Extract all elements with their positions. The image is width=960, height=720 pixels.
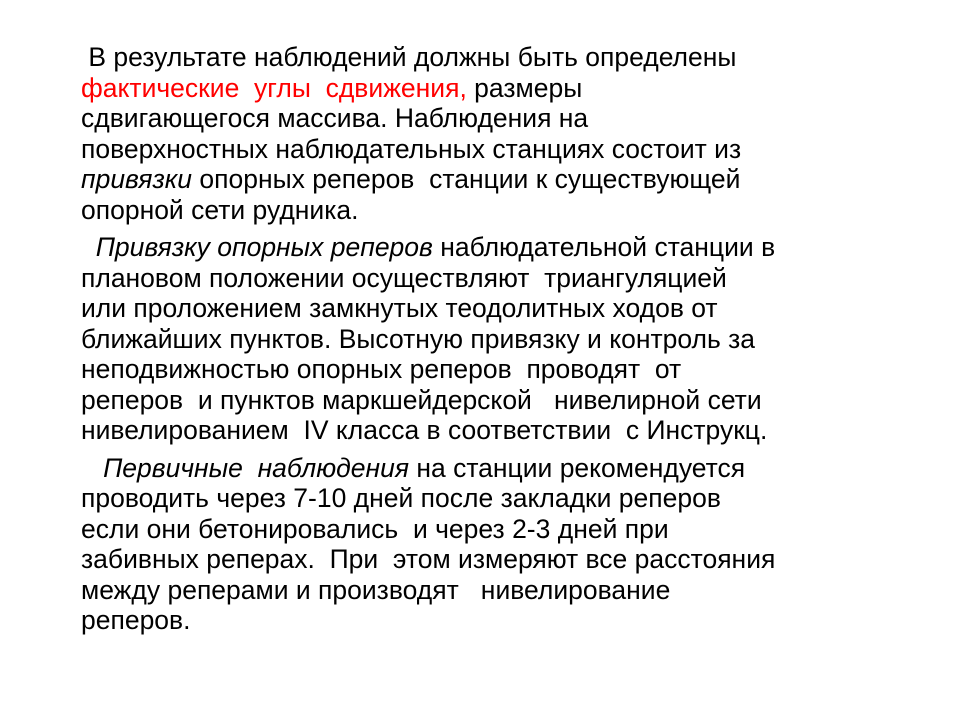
italic-term: Первичные наблюдения xyxy=(103,452,409,483)
text-line xyxy=(81,164,941,195)
text-segment: реперов. xyxy=(81,605,191,635)
text-segment: плановом положении осуществляют триангуляцией xyxy=(81,262,727,293)
text-line xyxy=(81,514,941,545)
text-segment: опорных реперов станции к существующей xyxy=(192,164,741,194)
text-line xyxy=(81,42,941,73)
text-line xyxy=(81,263,941,294)
italic-term: привязки xyxy=(81,164,193,194)
text-segment: нивелированием IV класса в соответствии с Инструкц. xyxy=(81,415,768,445)
text-line xyxy=(81,605,941,636)
text-segment xyxy=(81,453,103,483)
italic-term: Привязку опорных реперов xyxy=(95,232,433,262)
text-line xyxy=(81,453,941,484)
text-line xyxy=(81,324,941,355)
text-line xyxy=(81,354,941,385)
text-line xyxy=(81,483,941,514)
text-segment xyxy=(81,232,96,262)
text-line xyxy=(81,544,941,575)
text-segment: ближайших пунктов. Высотную привязку и контроль за xyxy=(81,323,756,354)
body-text xyxy=(81,42,941,636)
text-segment: на станции рекомендуется xyxy=(408,452,746,483)
text-line xyxy=(81,73,941,104)
text-segment: В результате наблюдений должны быть определены xyxy=(81,42,737,72)
text-segment: проводить через 7-10 дней после закладки реперов xyxy=(81,483,721,513)
text-segment: сдвигающегося массива. Наблюдения на xyxy=(81,103,589,133)
text-line xyxy=(81,232,941,263)
text-line xyxy=(81,134,941,165)
paragraph-1 xyxy=(81,42,941,225)
text-segment: опорной сети рудника. xyxy=(81,194,359,225)
text-line xyxy=(81,385,941,416)
paragraph-2 xyxy=(81,232,941,446)
paragraph-gap xyxy=(81,225,941,232)
text-line xyxy=(81,575,941,606)
highlighted-term: фактические углы сдвижения, xyxy=(81,72,467,103)
text-segment: размеры xyxy=(466,72,583,103)
text-segment: наблюдательной станции в xyxy=(432,232,776,262)
text-line xyxy=(81,103,941,134)
text-line xyxy=(81,415,941,446)
text-segment: или проложением замкнутых теодолитных ходов от xyxy=(81,293,718,323)
text-line xyxy=(81,293,941,324)
paragraph-3 xyxy=(81,453,941,636)
text-segment: забивных реперах. При этом измеряют все расстояния xyxy=(81,544,776,574)
text-segment: если они бетонировались и через 2-3 дней при xyxy=(81,513,669,544)
text-segment: неподвижностью опорных реперов проводят от xyxy=(81,354,682,384)
text-segment: поверхностных наблюдательных станциях состоит из xyxy=(81,133,742,164)
text-segment: между реперами и производят нивелирование xyxy=(81,574,671,605)
text-segment: реперов и пунктов маркшейдерской нивелирной сети xyxy=(81,384,762,415)
paragraph-gap xyxy=(81,446,941,453)
text-line xyxy=(81,195,941,226)
